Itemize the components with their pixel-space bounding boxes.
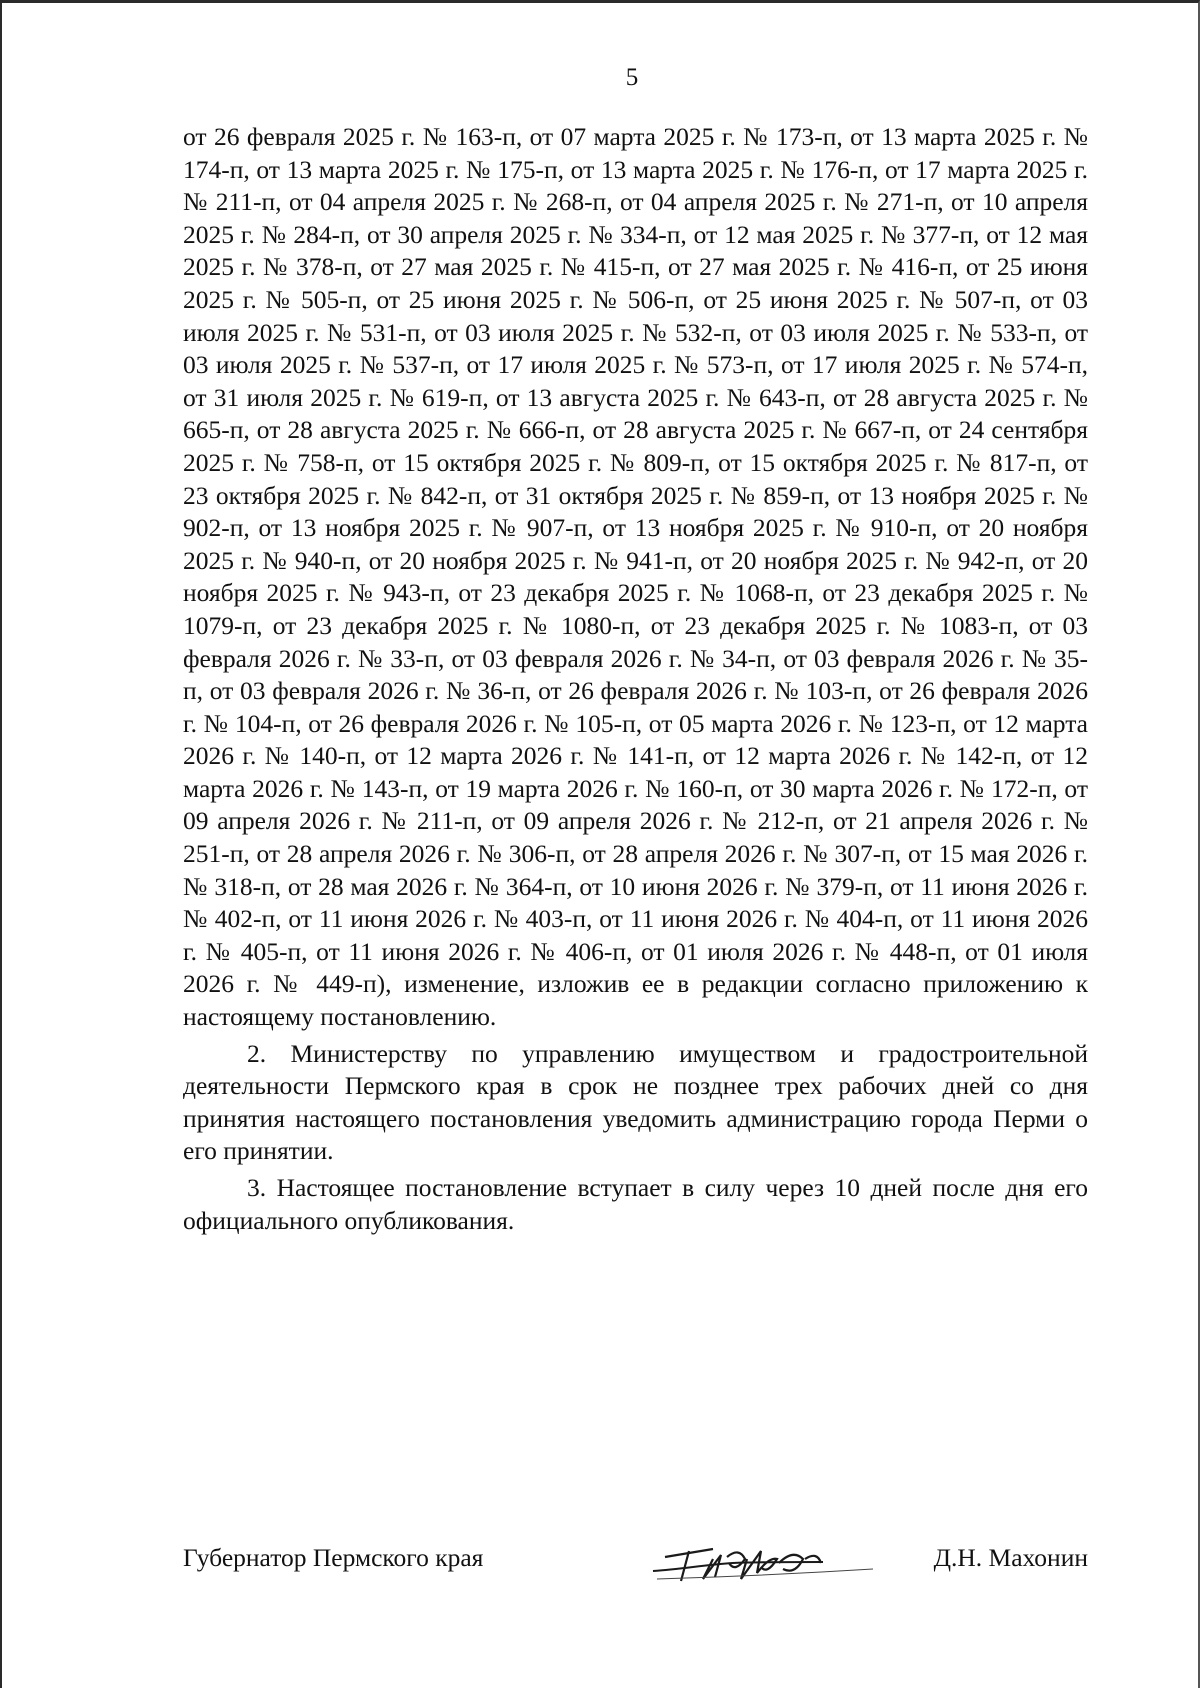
paragraph-item-3: 3. Настоящее постановление вступает в силу через 10 дней после дня его официального опубликования. [183,1173,1088,1235]
signature-block [183,1543,1088,1583]
signatory-name: Д.Н. Махонин [933,1543,1088,1572]
signatory-title: Губернатор Пермского края [183,1543,484,1572]
paragraph-continuation: от 26 февраля 2025 г. № 163-п, от 07 марта 2025 г. № 173-п, от 13 марта 2025 г. № 174-п, от 13 марта 2025 г. № 175-п, от 13 марта 2025 г. № 176-п, от 17 марта 2025 г. № 211-п, от 04 апреля 2025 г. № 268-п, от 04 апреля 2025 г. № 271-п, от 10 апреля 2025 г. № 284-п, от 30 апреля 2025 г. № 334-п, от 12 мая 2025 г. № 377-п, от 12 мая 2025 г. № 378-п, от 27 мая 2025 г. № 415-п, от 27 мая 2025 г. № 416-п, от 25 июня 2025 г. № 505-п, от 25 июня 2025 г. № 506-п, от 25 июня 2025 г. № 507-п, от 03 июля 2025 г. № 531-п, от 03 июля 2025 г. № 532-п, от 03 июля 2025 г. № 533-п, от 03 июля 2025 г. № 537-п, от 17 июля 2025 г. № 573-п, от 17 июля 2025 г. № 574-п, от 31 июля 2025 г. № 619-п, от 13 августа 2025 г. № 643-п, от 28 августа 2025 г. № 665-п, от 28 августа 2025 г. № 666-п, от 28 августа 2025 г. № 667-п, от 24 сентября 2025 г. № 758-п, от 15 октября 2025 г. № 809-п, от 15 октября 2025 г. № 817-п, от 23 октября 2025 г. № 842-п, от 31 октября 2025 г. № 859-п, от 13 ноября 2025 г. № 902-п, от 13 ноября 2025 г. № 907-п, от 13 ноября 2025 г. № 910-п, от 20 ноября 2025 г. № 940-п, от 20 ноября 2025 г. № 941-п, от 20 ноября 2025 г. № 942-п, от 20 ноября 2025 г. № 943-п, от 23 декабря 2025 г. № 1068-п, от 23 декабря 2025 г. № 1079-п, от 23 декабря 2025 г. № 1080-п, от 23 декабря 2025 г. № 1083-п, от 03 февраля 2026 г. № 33-п, от 03 февраля 2026 г. № 34-п, от 03 февраля 2026 г. № 35-п, от 03 февраля 2026 г. № 36-п, от 26 февраля 2026 г. № 103-п, от 26 февраля 2026 г. № 104-п, от 26 февраля 2026 г. № 105-п, от 05 марта 2026 г. № 123-п, от 12 марта 2026 г. № 140-п, от 12 марта 2026 г. № 141-п, от 12 марта 2026 г. № 142-п, от 12 марта 2026 г. № 143-п, от 19 марта 2026 г. № 160-п, от 30 марта 2026 г. № 172-п, от 09 апреля 2026 г. № 211-п, от 09 апреля 2026 г. № 212-п, от 21 апреля 2026 г. № 251-п, от 28 апреля 2026 г. № 306-п, от 28 апреля 2026 г. № 307-п, от 15 мая 2026 г. № 318-п, от 28 мая 2026 г. № 364-п, от 10 июня 2026 г. № 379-п, от 11 июня 2026 г. № 402-п, от 11 июня 2026 г. № 403-п, от 11 июня 2026 г. № 404-п, от 11 июня 2026 г. № 405-п, от 11 июня 2026 г. № 406-п, от 01 июля 2026 г. № 448-п, от 01 июля 2026 г. № 449-п), изменение, изложив ее в редакции согласно приложению к настоящему постановлению. [183,122,1088,1032]
paragraph-item-2: 2. Министерству по управлению имуществом и градостроительной деятельности Пермского края в срок не позднее трех рабочих дней со дня принятия настоящего постановления уведомить администрацию города Перми о его принятии. [183,1038,1088,1166]
page-number: 5 [625,64,639,91]
handwritten-signature [643,1529,893,1589]
document-body [183,121,1088,1237]
